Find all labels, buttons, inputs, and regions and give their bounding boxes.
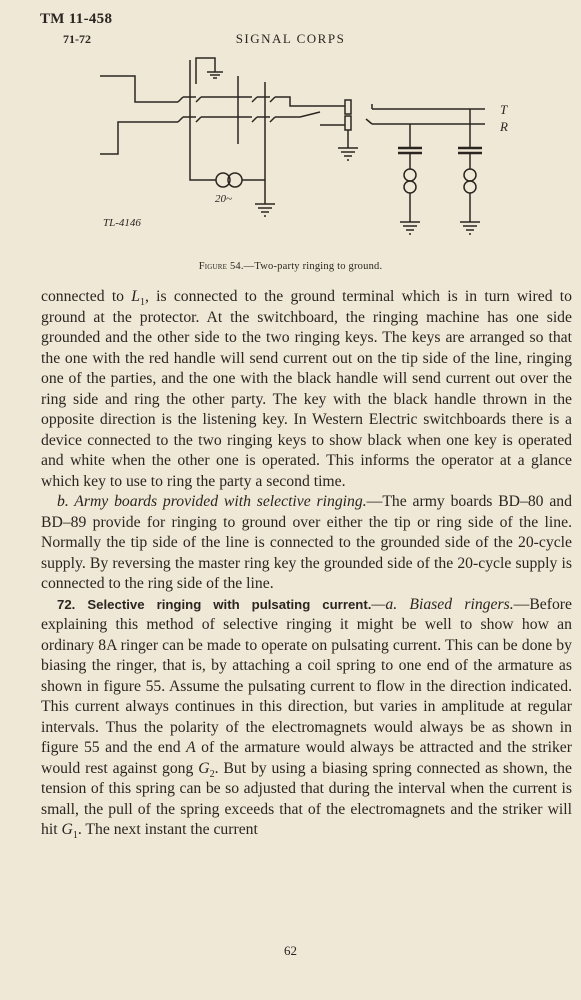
subscript: 1 <box>139 297 145 309</box>
text-run: connected to <box>41 288 132 305</box>
section-range: 71-72 <box>63 32 91 46</box>
line-ring-hook <box>366 119 372 124</box>
switchboard-wire-upper <box>100 76 178 102</box>
caption-text: —Two-party ringing to ground. <box>243 261 383 272</box>
drawing-number: TL-4146 <box>103 217 141 229</box>
text-run: . But by using a biasing spring connected as shown, the tension of this spring can be so adjusted that during the interval when the current is small, the pull of the spring exceeds that of the electromagnets and the striker will hit <box>41 759 572 838</box>
body-text <box>41 287 572 841</box>
protector-lower <box>345 116 351 130</box>
text-run: —Before explaining this method of selective ringing it might be well to show how an ordinary 8A ringer can be made to operate on pulsating current. This can be done by biasing the ringer, that is, by attaching a coil spring to one end of the armature as shown in figure 55. Assume the pulsating current to flow in the direction indicated. This current always continues in this direction, but varies in amplitude at regular intervals. Thus the polarity of the electromagnets would always be as shown in figure 55 and the end <box>41 595 572 756</box>
text-run: —The army boards BD–80 and BD–89 provide for ringing to ground over either the tip or ring side of the line. Normally the tip side of the line is connected to the grounded side of the 20-cycle supply. By reversing the master ring key the grounded side of the 20-cycle supply is connected to the ring side of the line. <box>41 493 572 592</box>
protector-ground <box>338 130 358 160</box>
station1-capacitor <box>398 148 422 153</box>
key-contacts-upper <box>183 97 345 106</box>
subscript: 2 <box>209 768 215 780</box>
top-ground-wire <box>196 58 215 84</box>
generator-leads <box>190 129 265 180</box>
tip-label: T <box>500 102 508 117</box>
paragraph-72 <box>41 595 572 841</box>
key-contacts-lower <box>183 112 320 117</box>
symbol: A <box>186 739 196 756</box>
station1-ringer-b <box>404 181 416 193</box>
circuit-diagram <box>0 44 581 254</box>
subsection-label: —a. Biased ringers. <box>371 595 514 613</box>
station1-ringer-a <box>404 169 416 181</box>
manual-id: TM 11-458 <box>40 11 113 27</box>
text-run: . The next instant the current <box>77 821 258 838</box>
symbol: G <box>61 821 73 838</box>
subscript: 1 <box>72 830 78 842</box>
station2-capacitor <box>458 148 482 153</box>
text-run: , is connected to the ground terminal which is in turn wired to ground at the protector. At the switchboard, the ringing machine has one side grounded and the other side to the two ringing keys. The keys are arranged so that the one with the red handle will send current out on the tip side of the line, ringing one of the parties, and the one with the black handle will send current out over the ring side and ring the other party. The key with the black handle thrown in the opposite direction is the listening key. In Western Electric switchboards there is a device connected to the two ringing keys to show black when one key is operated and white when the other one is operated. This informs the operator at a glance which key to use to ring the party a second time. <box>41 288 572 490</box>
paragraph-label: b. Army boards provided with selective ringing. <box>57 493 367 510</box>
symbol: L <box>131 288 140 305</box>
station2-ringer-b <box>464 181 476 193</box>
paragraph-army-boards <box>41 492 572 595</box>
station1-ground <box>400 193 420 234</box>
top-ground-symbol <box>207 72 223 78</box>
generator-ground-symbol <box>255 204 275 216</box>
paragraph-continuation <box>41 287 572 492</box>
text-run: of the armature would always be attracted and the striker would rest against gong <box>41 739 572 777</box>
running-title: SIGNAL CORPS <box>235 31 346 46</box>
station2-ringer-a <box>464 169 476 181</box>
page-number: 62 <box>284 943 297 958</box>
figure-caption <box>0 261 581 272</box>
section-heading: 72. Selective ringing with pulsating current. <box>57 596 372 612</box>
symbol: G <box>198 759 210 777</box>
station2-ground <box>460 193 480 234</box>
caption-prefix: Figure 54. <box>198 261 244 272</box>
generator-label: 20~ <box>215 193 232 205</box>
protector-upper <box>345 100 351 114</box>
ring-label: R <box>500 119 508 134</box>
switchboard-wire-lower <box>100 122 178 154</box>
